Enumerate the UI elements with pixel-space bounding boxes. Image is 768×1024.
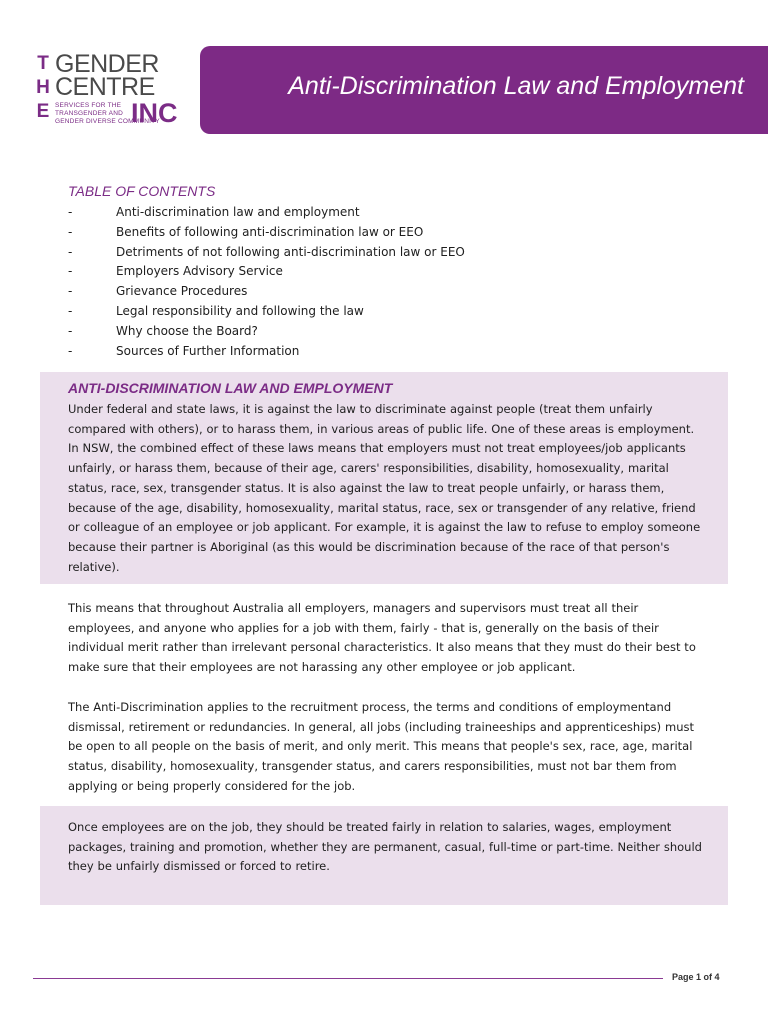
logo-the-text: [33, 52, 53, 124]
toc-item: [68, 282, 708, 302]
logo-the-t: T: [37, 53, 49, 74]
gender-centre-logo: [33, 50, 183, 132]
paragraph-recruitment: The Anti-Discrimination applies to the recruitment process, the terms and conditions of employmentand dismissal, retirement or redundancies. In general, all jobs (including traineeships and apprenticeships) must be open to all people on the basis of merit, and only merit. This means that people's sex, race, age, marital status, disability, homosexuality, transgender status, and carers responsibilities, must not bar them from applying or being properly considered for the job.: [68, 700, 694, 793]
toc-list: [68, 203, 708, 361]
toc-dash: -: [68, 205, 73, 219]
toc-item: [68, 342, 708, 362]
title-banner: [200, 46, 768, 134]
toc-item-label: Why choose the Board?: [116, 323, 258, 338]
page-number: Page 1 of 4: [672, 972, 720, 982]
toc-item-label: Benefits of following anti-discrimination law or EEO: [116, 224, 424, 239]
toc-dash: -: [68, 343, 73, 358]
toc-item-label: Anti-discrimination law and employment: [116, 205, 360, 219]
table-of-contents: [68, 182, 708, 361]
logo-tagline-1: SERVICES FOR THE: [55, 102, 122, 109]
toc-item: [68, 223, 708, 243]
page-title: Anti-Discrimination Law and Employment: [288, 72, 744, 100]
logo-inc-text: INC: [131, 98, 178, 128]
toc-item: [68, 302, 708, 322]
logo-the-e: E: [36, 101, 50, 122]
toc-dash: -: [68, 303, 73, 318]
section-heading: ANTI-DISCRIMINATION LAW AND EMPLOYMENT: [68, 380, 393, 396]
toc-item-label: Detriments of not following anti-discrimination law or EEO: [116, 244, 465, 259]
toc-item-label: Sources of Further Information: [116, 343, 300, 358]
logo-the-h: H: [36, 77, 50, 98]
toc-dash: -: [68, 323, 73, 338]
toc-dash: -: [68, 244, 73, 259]
toc-item: [68, 243, 708, 263]
toc-item-label: Employers Advisory Service: [116, 264, 283, 279]
toc-item-label: Legal responsibility and following the law: [116, 303, 364, 318]
toc-dash: -: [68, 264, 73, 279]
toc-heading: TABLE OF CONTENTS: [68, 183, 216, 199]
toc-item: [68, 203, 708, 223]
toc-item: [68, 262, 708, 282]
logo-centre-text: CENTRE: [55, 73, 155, 101]
paragraph-fair-treatment: This means that throughout Australia all employers, managers and supervisors must treat all their employees, and anyone who applies for a job with them, fairly - that is, generally on the basis of their individual merit rather than irrelevant personal characteristics. It also means that they must do their best to make sure that their employees are not harassing any other employee or job applicant.: [68, 601, 696, 675]
logo-tagline-2: TRANSGENDER AND: [55, 110, 124, 117]
footer-divider: [33, 978, 663, 979]
toc-item-label: Grievance Procedures: [116, 284, 248, 299]
toc-dash: -: [68, 284, 73, 299]
toc-dash: -: [68, 224, 73, 239]
paragraph-intro: Under federal and state laws, it is against the law to discriminate against people (treat them unfairly compared with others), or to harass them, in various areas of public life. One of these areas is employment. In NSW, the combined effect of these laws means that employers must not treat employees/job applicants unfairly, or harass them, because of their age, carers' responsibilities, disability, homosexuality, marital status, race, sex, transgender status. It is also against the law to treat people unfairly, or harass them, because of the age, disability, homosexuality, marital status, race, sex or transgender of any relative, friend or colleague of an employee or job applicant. For example, it is against the law to refuse to employ someone because their partner is Aboriginal (as this would be discrimination because of the race of that person's relative).: [68, 402, 701, 574]
toc-item: [68, 322, 708, 342]
logo-tagline-3: GENDER DIVERSE COMMUNITY: [55, 118, 160, 125]
paragraph-on-the-job: Once employees are on the job, they should be treated fairly in relation to salaries, wages, employment packages, training and promotion, whether they are permanent, casual, full-time or part-time. Neither should they be unfairly dismissed or forced to retire.: [68, 820, 702, 874]
logo-gender-text: GENDER: [55, 50, 159, 78]
